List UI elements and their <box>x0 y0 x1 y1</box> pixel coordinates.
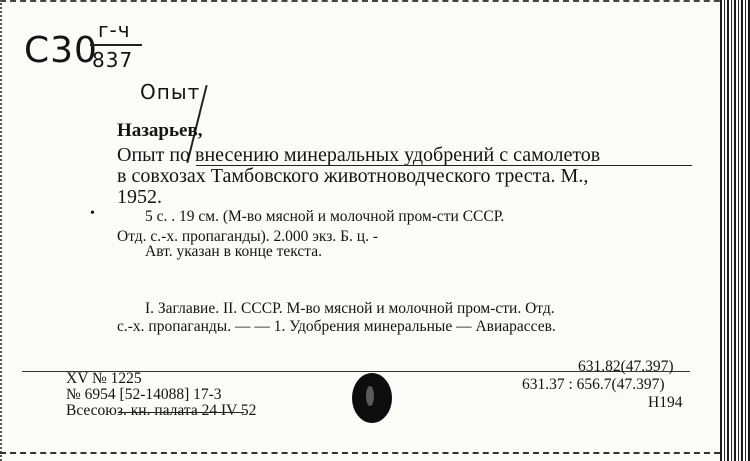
udc-code-2: 631.37 : 656.7(47.397) <box>522 376 665 393</box>
card-right-edge <box>720 0 750 461</box>
handwritten-fraction-bottom: 837 <box>92 48 134 72</box>
title-line-2: в совхозах Тамбовского животноводческого треста. М., <box>117 165 589 187</box>
xv-number: XV № 1225 <box>66 370 142 387</box>
physical-description-line-2: Отд. с.-х. пропаганды). 2.000 экз. Б. ц. - <box>117 228 378 245</box>
chamber-strike-line <box>118 412 244 413</box>
handwritten-shelfmark: С30 <box>24 30 98 71</box>
card-bottom-edge <box>0 452 720 456</box>
punch-hole-highlight <box>366 386 374 406</box>
author-name: Назарьев, <box>117 120 203 141</box>
bullet-mark: • <box>90 206 95 221</box>
udc-code-1: 631.82(47.397) <box>578 358 674 375</box>
title-line-1: Опыт по внесению минеральных удобрений с самолетов <box>117 144 601 166</box>
title-line-3: 1952. <box>117 186 162 208</box>
order-number: № 6954 [52-14088] 17-3 <box>66 386 222 403</box>
book-chamber-line: Всесоюз. кн. палата 24 IV 52 <box>66 402 257 419</box>
tracings-line-2: с.-х. пропаганды. — — 1. Удобрения минеральные — Авиарассев. <box>117 318 556 335</box>
card-left-edge <box>0 0 5 461</box>
handwritten-heading: Опыт <box>140 80 201 104</box>
handwritten-fraction-top: г-ч <box>98 18 131 42</box>
fraction-line <box>90 44 142 46</box>
tracings-line-1: I. Заглавие. II. СССР. М-во мясной и молочной пром-сти. Отд. <box>145 300 555 317</box>
index-code: Н194 <box>648 394 683 411</box>
card-top-edge <box>0 0 750 6</box>
physical-description-line-1: 5 с. . 19 см. (М-во мясной и молочной пром-сти СССР. <box>145 208 505 225</box>
author-note: Авт. указан в конце текста. <box>145 243 323 260</box>
